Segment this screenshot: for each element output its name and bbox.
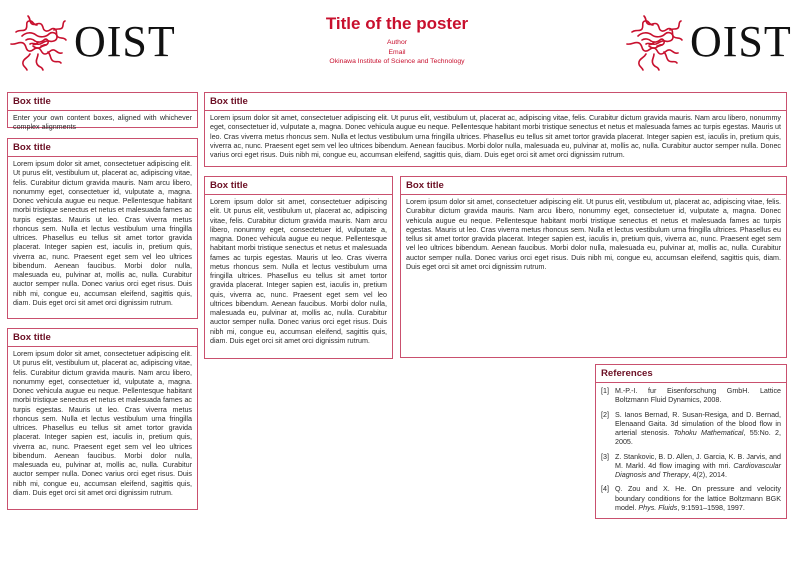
content-box-intro bbox=[7, 92, 198, 132]
box-title: Box title bbox=[205, 177, 392, 195]
content-box-middle bbox=[204, 176, 393, 359]
oist-logo-right bbox=[624, 10, 792, 74]
reference-text: Z. Stankovic, B. D. Allen, J. Garcia, K. B. Jarvis, and M. Markl. 4d flow imaging with mri. Cardiovascular Diagnosis and Therapy, 4(2), 2014. bbox=[615, 452, 781, 479]
content-box-left-2 bbox=[7, 138, 198, 319]
references-box bbox=[595, 364, 787, 519]
oist-wordmark: OIST bbox=[690, 17, 792, 66]
reference-number: [3] bbox=[601, 452, 609, 461]
reference-text: M.-P.-I. fur Eisenforschung GmbH. Lattice Boltzmann Fluid Dynamics, 2008. bbox=[615, 387, 781, 405]
reference-text: Q. Zou and X. He. On pressure and velocity boundary conditions for the lattice Boltzmann BGK model. Phys. Fluids, 9:1591–1598, 1997. bbox=[615, 485, 781, 512]
reference-number: [1] bbox=[601, 387, 609, 395]
oist-dragon-icon bbox=[8, 10, 70, 74]
journal-name: Tohoku Mathematical bbox=[673, 429, 744, 437]
journal-name: Phys. Fluids bbox=[638, 503, 678, 512]
institution: Okinawa Institute of Science and Technology bbox=[329, 58, 465, 65]
box-title: Box title bbox=[401, 177, 786, 195]
box-body: Lorem ipsum dolor sit amet, consectetuer adipiscing elit. Ut purus elit, vestibulum ut, placerat ac, adipiscing vitae, felis. Curabitur dictum gravida mauris. Nam arcu libero, nonummy eget, consectetuer id, vulputate a, magna. Donec vehicula augue eu neque. Pellentesque habitant morbi tristique senectus et netus et malesuada fames ac turpis egestas. Mauris ut leo. Cras viverra metus rhoncus sem. Nulla et lectus vestibulum urna fringilla ultrices. Phasellus eu tellus sit amet tortor gravida placerat. Integer sapien est, iaculis in, pretium quis, viverra ac, nunc. Praesent eget sem vel leo ultrices bibendum. Aenean faucibus. Morbi dolor nulla, malesuada eu, pulvinar at, mollis ac, nulla. Curabitur auctor semper nulla. Donec varius orci eget risus. Duis nibh mi, congue eu, accumsan eleifend, sagittis quis, diam. Duis eget orci sit amet orci dignissim rutrum. bbox=[13, 160, 192, 307]
content-box-right bbox=[400, 176, 787, 358]
oist-wordmark: OIST bbox=[74, 17, 176, 66]
reference-item bbox=[601, 453, 781, 481]
email: Email bbox=[388, 48, 406, 56]
poster-title: Title of the poster bbox=[325, 14, 469, 33]
box-body: Lorem ipsum dolor sit amet, consectetuer adipiscing elit. Ut purus elit, vestibulum ut, placerat ac, adipiscing vitae, felis. Curabitur dictum gravida mauris. Nam arcu libero, nonummy eget, consectetuer id, vulputate a, magna. Donec vehicula augue eu neque. Pellentesque habitant morbi tristique senectus et netus et malesuada fames ac turpis egestas. Mauris ut leo. Cras viverra metus rhoncus sem. Nulla et lectus vestibulum urna fringilla ultrices. Phasellus eu tellus sit amet tortor gravida placerat. Integer sapien est, iaculis in, pretium quis, viverra ac, nunc. Praesent eget sem vel leo ultrices bibendum. Aenean faucibus. Morbi dolor nulla, malesuada eu, pulvinar at, mollis ac, nulla. Curabitur auctor semper nulla. Donec varius orci eget risus. Duis nibh mi, congue eu, accumsan eleifend, sagittis quis, diam. Duis eget orci sit amet orci dignissim rutrum. bbox=[210, 198, 387, 345]
box-title: Box title bbox=[8, 139, 197, 157]
box-title: Box title bbox=[8, 329, 197, 347]
box-body: Enter your own content boxes, aligned with whichever complex alignments bbox=[13, 114, 192, 132]
references-list bbox=[596, 383, 786, 520]
box-body: Lorem ipsum dolor sit amet, consectetuer adipiscing elit. Ut purus elit, vestibulum ut, placerat ac, adipiscing vitae, felis. Curabitur dictum gravida mauris. Nam arcu libero, nonummy eget, consectetuer id, vulputate a, magna. Donec vehicula augue eu neque. Pellentesque habitant morbi tristique senectus et netus et malesuada fames ac turpis egestas. Mauris ut leo. Cras viverra metus rhoncus sem. Nulla et lectus vestibulum urna fringilla ultrices. Phasellus eu tellus sit amet tortor gravida placerat. Integer sapien est, iaculis in, pretium quis, viverra ac, nunc. Praesent eget sem vel leo ultrices bibendum. Aenean faucibus. Morbi dolor nulla, malesuada eu, pulvinar at, mollis ac, nulla. Curabitur auctor semper nulla. Donec varius orci eget risus. Duis nibh mi, congue eu, accumsan eleifend, sagittis quis, diam. Duis eget orci sit amet orci dignissim rutrum. bbox=[406, 198, 781, 271]
reference-item bbox=[601, 411, 781, 448]
box-title: Box title bbox=[205, 93, 786, 111]
journal-name: Cardiovascular Diagnosis and Therapy bbox=[615, 461, 781, 479]
reference-item bbox=[601, 485, 781, 513]
author: Author bbox=[386, 39, 408, 46]
reference-number: [4] bbox=[601, 485, 609, 494]
references-title: References bbox=[596, 365, 786, 383]
oist-dragon-icon bbox=[624, 10, 686, 74]
box-body: Lorem ipsum dolor sit amet, consectetuer adipiscing elit. Ut purus elit, vestibulum ut, placerat ac, adipiscing vitae, felis. Curabitur dictum gravida mauris. Nam arcu libero, nonummy eget, consectetuer id, vulputate a, magna. Donec vehicula augue eu neque. Pellentesque habitant morbi tristique senectus et netus et malesuada fames ac turpis egestas. Mauris ut leo. Cras viverra metus rhoncus sem. Nulla et lectus vestibulum urna fringilla ultrices. Phasellus eu tellus sit amet tortor gravida placerat. Integer sapien est, iaculis in, pretium quis, viverra ac, nunc. Praesent eget sem vel leo ultrices bibendum. Aenean faucibus. Morbi dolor nulla, malesuada eu, pulvinar at, mollis ac, nulla. Curabitur auctor semper nulla. Donec varius orci eget risus. Duis nibh mi, congue eu, accumsan eleifend, sagittis quis, diam. Duis eget orci sit amet orci dignissim rutrum. bbox=[210, 114, 781, 159]
oist-logo-left bbox=[8, 10, 176, 74]
reference-item bbox=[601, 387, 781, 406]
poster-header bbox=[250, 14, 544, 67]
content-box-left-3 bbox=[7, 328, 198, 510]
box-title: Box title bbox=[8, 93, 197, 111]
reference-number: [2] bbox=[601, 410, 609, 419]
reference-text: S. Ianos Bernad, R. Susan-Resiga, and D. Bernad, Elenaand Gaita. 3d simulation of the blood flow in arterial stenosis. Tohoku Mathematical, 55:No. 2, 2005. bbox=[615, 410, 781, 447]
box-body: Lorem ipsum dolor sit amet, consectetuer adipiscing elit. Ut purus elit, vestibulum ut, placerat ac, adipiscing vitae, felis. Curabitur dictum gravida mauris. Nam arcu libero, nonummy eget, consectetuer id, vulputate a, magna. Donec vehicula augue eu neque. Pellentesque habitant morbi tristique senectus et netus et malesuada fames ac turpis egestas. Mauris ut leo. Cras viverra metus rhoncus sem. Nulla et lectus vestibulum urna fringilla ultrices. Phasellus eu tellus sit amet tortor gravida placerat. Integer sapien est, iaculis in, pretium quis, viverra ac, nunc. Praesent eget sem vel leo ultrices bibendum. Aenean faucibus. Morbi dolor nulla, malesuada eu, pulvinar at, mollis ac, nulla. Curabitur auctor semper nulla. Donec varius orci eget risus. Duis nibh mi, congue eu, accumsan eleifend, sagittis quis, diam. Duis eget orci sit amet orci dignissim rutrum. bbox=[13, 350, 192, 497]
content-box-wide bbox=[204, 92, 787, 167]
